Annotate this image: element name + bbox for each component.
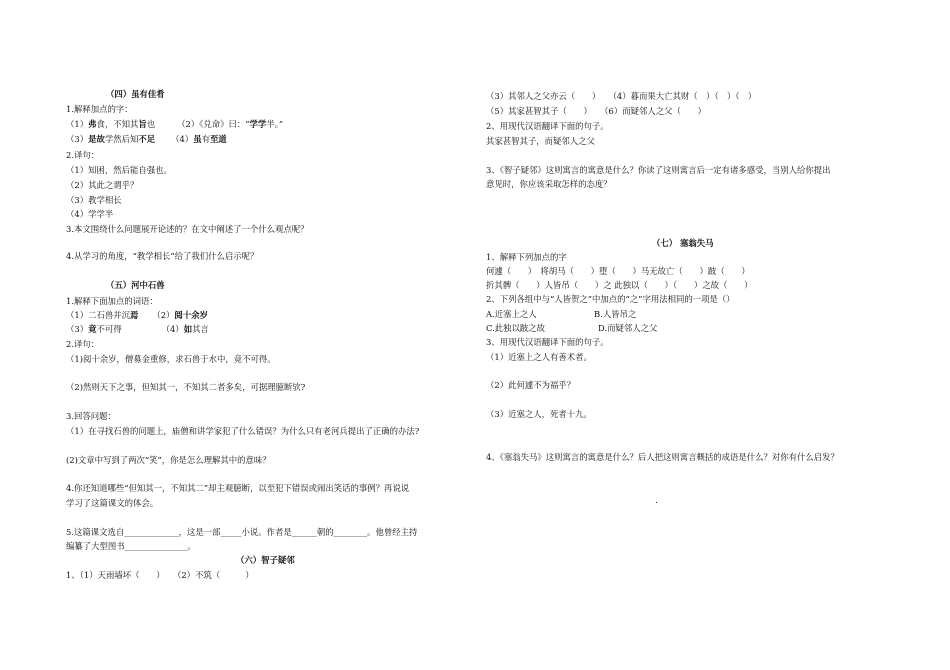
s4-q2-1: （1）知困，然后能自强也。 — [66, 165, 172, 175]
s4-q3: 3.本文围绕什么问题展开论述的？在文中阐述了一个什么观点呢？ — [66, 224, 309, 234]
s7-q2-option-c: C.此独以跛之故 — [486, 323, 546, 333]
text: 半。” — [266, 119, 284, 129]
stray-period: . — [655, 496, 658, 506]
section-title-7: （七） 塞翁失马 — [652, 238, 714, 248]
s5-q3-2: (2)文章中写到了两次“笑”，你是怎么理解其中的意味？ — [66, 455, 271, 465]
section-title-6: （六）智子疑邻 — [236, 555, 295, 565]
s7-q2-option-b: B.人皆吊之 — [594, 309, 637, 319]
s7-q1-a: 何遽（ ） 将胡马（ ）堕（ ）马无故亡（ ）跛（ ） — [486, 266, 750, 276]
s5-q2-2: （2)然则天下之事，但知其一，不知其二者多矣，可据理臆断欤? — [66, 382, 306, 392]
s6-q1-ab: 1、（1）天雨墙坏（ ） （2）不筑（ ） — [66, 570, 254, 580]
s7-q4: 4、《塞翁失马》这则寓言的寓意是什么？后人把这则寓言概括的成语是什么？对你有什么启发？ — [486, 452, 839, 462]
s4-q1-line-b — [66, 135, 227, 143]
text: 学然后知 — [104, 134, 139, 144]
text: （3） — [66, 324, 89, 334]
text: （1）二石兽并沉 — [66, 310, 130, 320]
dotted-word: 旨 — [138, 119, 147, 129]
dotted-word: 焉 — [129, 310, 139, 320]
dotted-word: 弗 — [88, 119, 97, 129]
s6-q2-1: 其家甚智其子，而疑邻人之父 — [486, 136, 595, 146]
s7-q3: 3、用现代汉语翻译下面的句子。 — [486, 337, 609, 347]
s7-q3-2: （2）此何遽不为福乎？ — [486, 380, 576, 390]
s6-q1-ef: （5）其家甚智其子（ ） （6）而疑邻人之父（ ） — [486, 106, 707, 116]
s7-q2-option-a: A.近塞上之人 — [486, 309, 537, 319]
s5-q5-b: 编纂了大型图书_______________。 — [66, 541, 196, 551]
s7-q1: 1、解释下列加点的字 — [486, 252, 567, 262]
text: 也 — [146, 119, 156, 129]
s5-q3-1: （1）在寻找石兽的问题上，庙僧和讲学家犯了什么错误？为什么只有老河兵提出了正确的办法? — [66, 426, 420, 436]
dotted-word: 如 — [183, 324, 193, 334]
s5-q3: 3.回答问题： — [66, 411, 116, 421]
section-title-5: （五）河中石兽 — [106, 280, 165, 290]
text: （2） — [152, 310, 175, 320]
s5-q4-a: 4.你还知道哪些“但知其一，不知其二”却主观臆断，以至犯下错误或闹出笑话的事例？再说说 — [66, 483, 410, 493]
s5-q2: 2.译句： — [66, 339, 100, 349]
dotted-word: 学学 — [249, 119, 267, 129]
s6-q2: 2、用现代汉语翻译下面的句子。 — [486, 121, 609, 131]
dotted-word: 阅 — [174, 310, 183, 320]
s6-q1-cd: （3）其邻人之父亦云（ ） （4）暮而果大亡其财（ ）（ ）（ ） — [486, 91, 757, 101]
s7-q1-b: 折其髀（ ）人皆吊（ ）之 此独以（ ）（ ）之故（ ） — [486, 280, 753, 290]
text: 其言 — [192, 324, 209, 334]
text: 有 — [201, 134, 210, 144]
s4-q1-line-a — [66, 120, 283, 128]
s4-q4: 4.从学习的角度，“教学相长”给了我们什么启示呢？ — [66, 251, 259, 261]
text: （4） — [161, 324, 184, 334]
text: 十余岁 — [182, 310, 208, 320]
s5-q5-a: 5.这篇课文选自_____________，这是一部_____小说。作者是______朝的________。他曾经主持 — [66, 527, 418, 537]
s7-q2-option-d: D.而疑邻人之父 — [598, 323, 658, 333]
s5-q4-b: 学习了这篇课文的体会。 — [66, 498, 159, 508]
s5-q1: 1.解释下面加点的词语： — [66, 296, 158, 306]
dotted-word: 竟 — [88, 324, 97, 334]
s4-q2: 2.译句： — [66, 150, 100, 160]
text: （1） — [66, 119, 89, 129]
dotted-word: 至道 — [209, 134, 227, 144]
text: （3） — [66, 134, 89, 144]
text: 不可得 — [96, 324, 122, 334]
text: （4） — [171, 134, 194, 144]
s4-q2-2: （2）其此之谓乎？ — [66, 180, 139, 190]
s7-q3-3: （3）近塞之人，死者十九。 — [486, 409, 592, 419]
text: 食，不知其 — [96, 119, 139, 129]
s4-q2-3: （3）教学相长 — [66, 195, 122, 205]
s7-q3-1: （1）近塞上之人有善术者。 — [486, 352, 592, 362]
dotted-word: 不足 — [138, 134, 156, 144]
s4-q1: 1.解释加点的字： — [66, 104, 133, 114]
dotted-word: 是故 — [88, 134, 105, 144]
s5-q1-line-b — [66, 325, 209, 333]
s7-q2: 2、下列各组中与“人皆贺之”中加点的“之”字用法相同的一项是（） — [486, 294, 735, 304]
dotted-word: 虽 — [193, 134, 202, 144]
s6-q3-a: 3、《智子疑邻》这则寓言的寓意是什么？你读了这则寓言后一定有诸多感受，当别人给你提出 — [486, 165, 831, 175]
s4-q2-4: （4）学学半 — [66, 209, 114, 219]
s6-q3-b: 意见时，你应该采取怎样的态度？ — [486, 179, 612, 189]
s5-q2-1: （1)阅十余岁，僧募金重修，求石兽于水中，竟不可得。 — [66, 354, 276, 364]
section-title-4: （四）虽有佳肴 — [106, 89, 165, 99]
s5-q1-line-a — [66, 311, 208, 319]
text: （2）《兑命》曰：“ — [177, 119, 250, 129]
